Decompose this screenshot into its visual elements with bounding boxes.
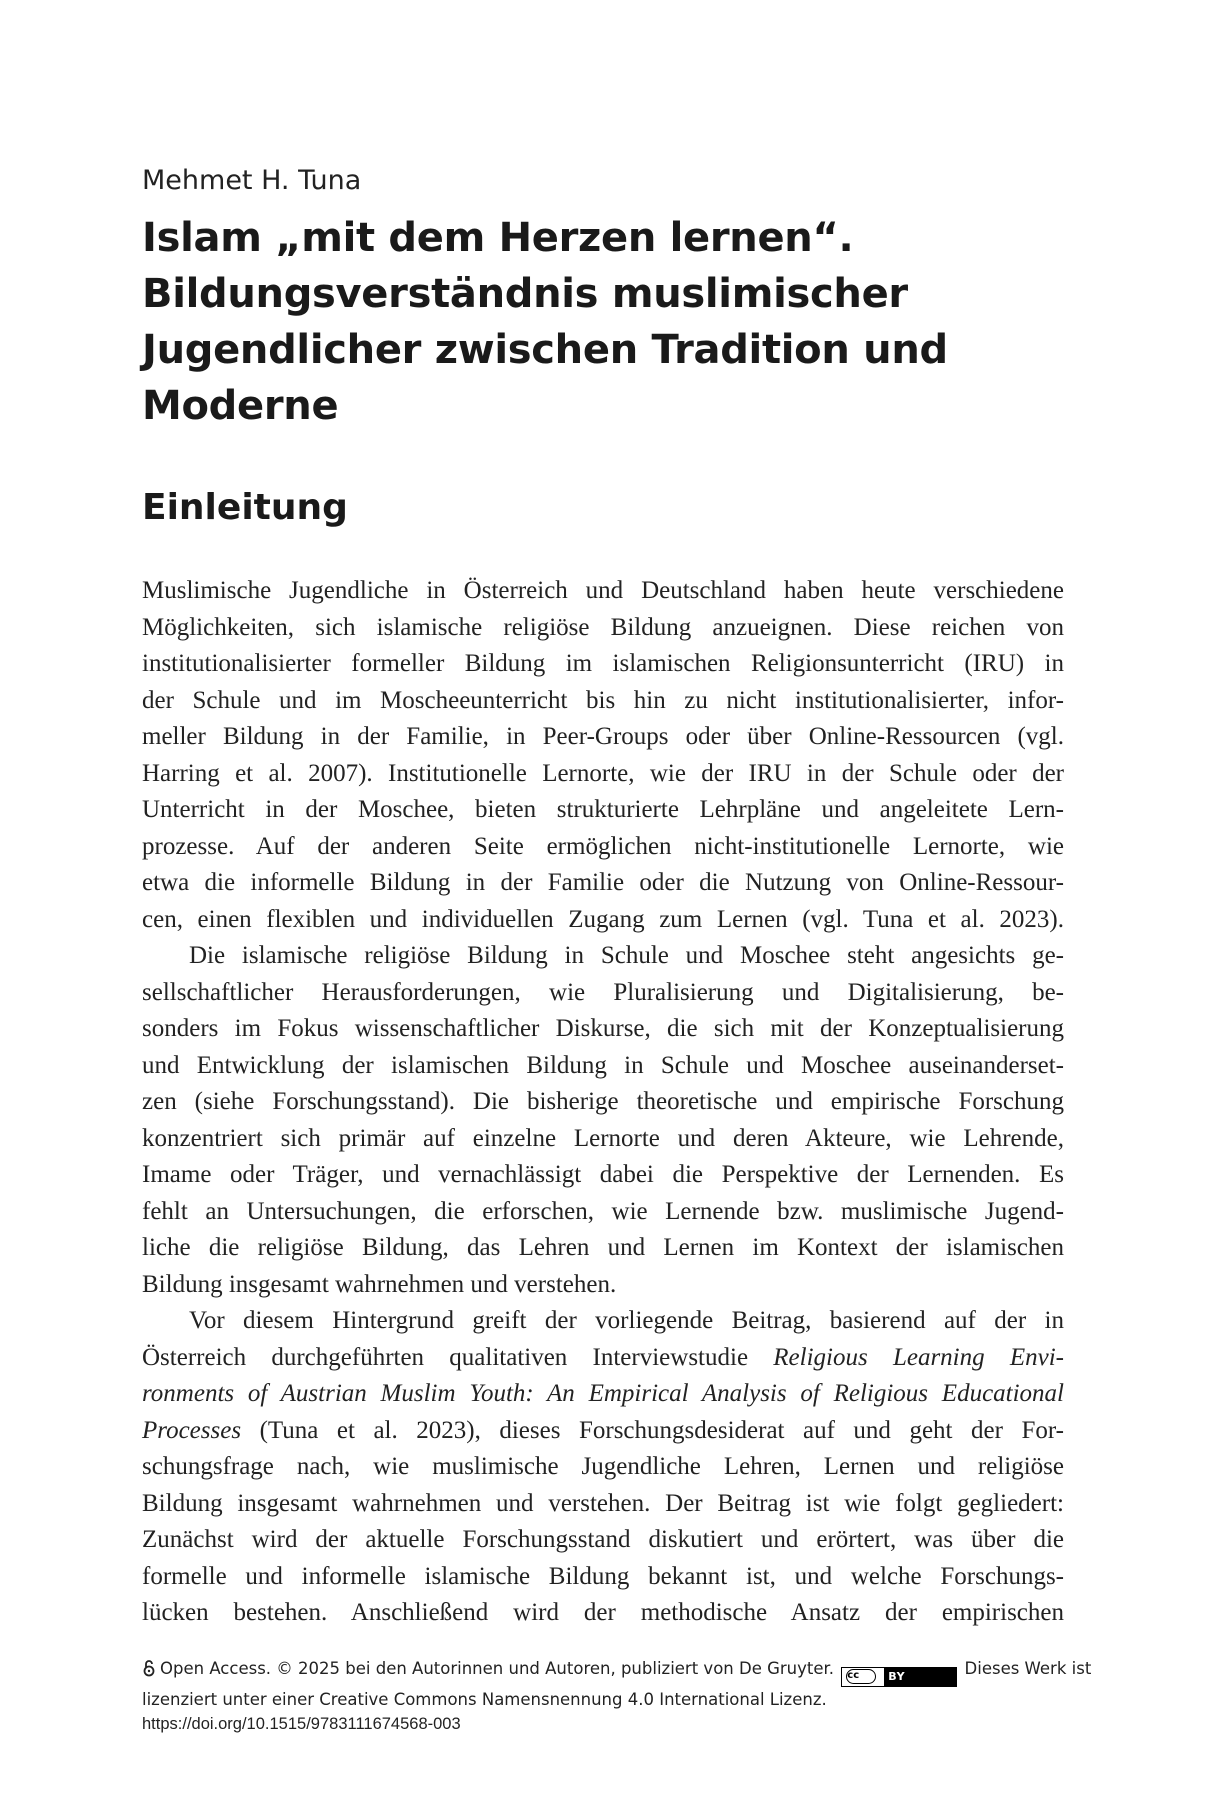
text-line: Die islamische religiöse Bildung in Schule und Moschee steht angesichts ge-	[189, 942, 1064, 969]
title-line: Jugendlicher zwischen Tradition und	[142, 327, 948, 373]
open-access-text: Open Access. © 2025 bei den Autorinnen und Autoren, publiziert von De Gruyter.	[160, 1659, 835, 1678]
license-footer	[142, 1656, 1092, 1737]
open-access-lock-icon	[142, 1659, 156, 1677]
paragraph-1	[142, 573, 1064, 938]
open-access-line	[142, 1656, 1092, 1687]
license-text-end: Dieses Werk ist	[964, 1659, 1092, 1678]
text-line: formelle und informelle islamische Bildung bekannt ist, und welche Forschungs-	[142, 1562, 1064, 1590]
author-name: Mehmet H. Tuna	[142, 165, 362, 196]
text-line: meller Bildung in der Familie, in Peer-Groups oder über Online-Ressourcen (vgl.	[142, 723, 1064, 750]
body-text	[142, 573, 1064, 1632]
text-line: sellschaftlicher Herausforderungen, wie Pluralisierung und Digitalisierung, be-	[142, 978, 1064, 1006]
text-line: Vor diesem Hintergrund greift der vorliegende Beitrag, basierend auf der in	[189, 1307, 1064, 1334]
text-line: Bildung insgesamt wahrnehmen und verstehen.	[142, 1270, 617, 1298]
italic-title: ronments of Austrian Muslim Youth: An Empirical Analysis of Religious Educational	[142, 1380, 1064, 1407]
text-line: der Schule und im Moscheeunterricht bis hin zu nicht institutionalisierter, infor-	[142, 686, 1064, 714]
text-line: institutionalisierter formeller Bildung im islamischen Religionsunterricht (IRU) in	[142, 650, 1064, 677]
text-line	[142, 1413, 1064, 1450]
paragraph-2	[142, 938, 1064, 1303]
title-line: Bildungsverständnis muslimischer	[142, 271, 908, 317]
paragraph-3	[142, 1303, 1064, 1632]
article-title	[142, 210, 1064, 434]
text-line: sonders im Fokus wissenschaftlicher Diskurse, die sich mit der Konzeptualisierung	[142, 1015, 1064, 1042]
license-line: lizenziert unter einer Creative Commons Namensnennung 4.0 International Lizenz.	[142, 1689, 827, 1709]
text-line: Möglichkeiten, sich islamische religiöse Bildung anzueignen. Diese reichen von	[142, 613, 1064, 641]
section-heading: Einleitung	[142, 487, 348, 528]
title-line: Moderne	[142, 383, 339, 429]
text-line: lücken bestehen. Anschließend wird der methodische Ansatz der empirischen	[142, 1599, 1064, 1626]
text-line: Bildung insgesamt wahrnehmen und verstehen. Der Beitrag ist wie folgt gegliedert:	[142, 1489, 1064, 1517]
text-line: Zunächst wird der aktuelle Forschungsstand diskutiert und erörtert, was über die	[142, 1526, 1064, 1553]
text-line: Harring et al. 2007). Institutionelle Lernorte, wie der IRU in der Schule oder der	[142, 759, 1064, 787]
text-line: liche die religiöse Bildung, das Lehren und Lernen im Kontext der islamischen	[142, 1234, 1064, 1261]
text-line: prozesse. Auf der anderen Seite ermöglichen nicht-institutionelle Lernorte, wie	[142, 832, 1064, 860]
text-line: schungsfrage nach, wie muslimische Jugendliche Lehren, Lernen und religiöse	[142, 1453, 1064, 1480]
text-line: fehlt an Untersuchungen, die erforschen, wie Lernende bzw. muslimische Jugend-	[142, 1197, 1064, 1225]
text-line	[142, 1340, 1064, 1377]
text-line	[142, 1376, 1064, 1413]
title-line: Islam „mit dem Herzen lernen“.	[142, 215, 854, 261]
by-label: BY	[888, 1670, 906, 1683]
text-segment: Österreich durchgeführten qualitativen Interviewstudie	[142, 1343, 774, 1371]
italic-title: Processes	[142, 1416, 242, 1444]
doi-link[interactable]: https://doi.org/10.1515/9783111674568-003	[142, 1714, 461, 1733]
text-line: und Entwicklung der islamischen Bildung in Schule und Moschee auseinanderset-	[142, 1051, 1064, 1079]
italic-title: Religious Learning Envi-	[773, 1343, 1064, 1371]
text-line: Muslimische Jugendliche in Österreich und Deutschland haben heute verschiedene	[142, 577, 1064, 604]
text-line: Unterricht in der Moschee, bieten strukturierte Lehrpläne und angeleitete Lern-	[142, 796, 1064, 823]
text-segment: (Tuna et al. 2023), dieses Forschungsdesiderat auf und geht der For-	[241, 1416, 1064, 1444]
text-line: cen, einen flexiblen und individuellen Zugang zum Lernen (vgl. Tuna et al. 2023).	[142, 905, 1064, 933]
text-line: zen (siehe Forschungsstand). Die bisherige theoretische und empirische Forschung	[142, 1088, 1064, 1115]
cc-label: cc	[846, 1669, 876, 1684]
cc-by-license-icon[interactable]	[841, 1667, 957, 1687]
text-line: konzentriert sich primär auf einzelne Lernorte und deren Akteure, wie Lehrende,	[142, 1124, 1064, 1152]
text-line: etwa die informelle Bildung in der Familie oder die Nutzung von Online-Ressour-	[142, 869, 1064, 896]
text-line: Imame oder Träger, und vernachlässigt dabei die Perspektive der Lernenden. Es	[142, 1161, 1064, 1188]
